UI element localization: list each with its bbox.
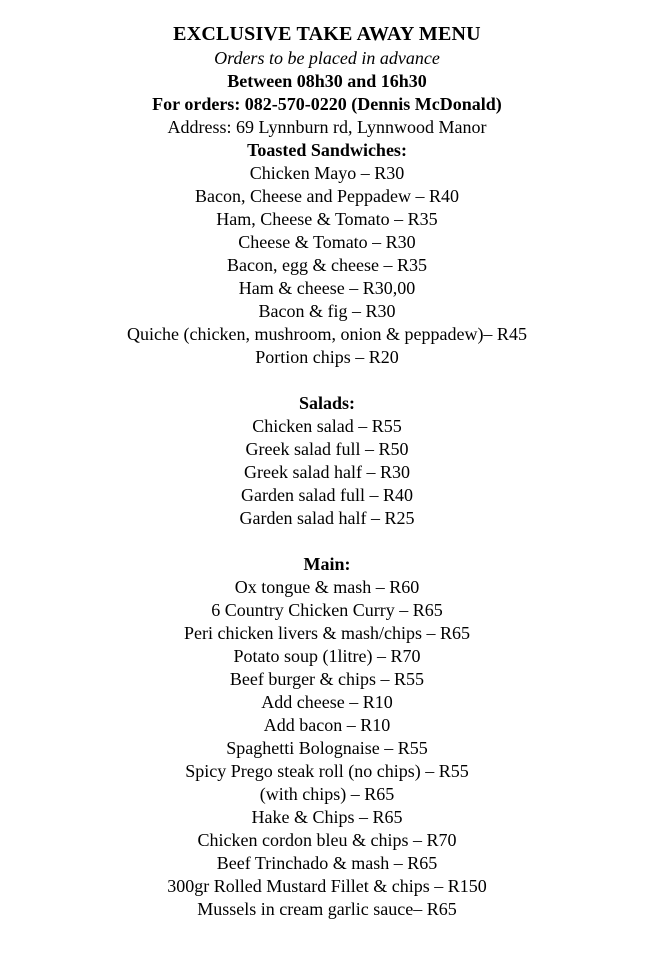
menu-item: Spicy Prego steak roll (no chips) – R55 bbox=[185, 761, 469, 781]
menu-subtitle: Orders to be placed in advance bbox=[214, 48, 440, 68]
menu-title: EXCLUSIVE TAKE AWAY MENU bbox=[173, 23, 481, 45]
menu-item: Beef burger & chips – R55 bbox=[229, 669, 425, 689]
menu-item: Portion chips – R20 bbox=[255, 347, 399, 367]
menu-item: Cheese & Tomato – R30 bbox=[238, 232, 416, 252]
main-list bbox=[0, 576, 654, 921]
menu-item: Spaghetti Bolognaise – R55 bbox=[226, 738, 428, 758]
menu-item: Garden salad half – R25 bbox=[239, 508, 415, 528]
menu-item: 6 Country Chicken Curry – R65 bbox=[211, 600, 443, 620]
menu-item: Chicken salad – R55 bbox=[252, 416, 402, 436]
menu-item: Bacon & fig – R30 bbox=[258, 301, 396, 321]
menu-item: Add cheese – R10 bbox=[261, 692, 393, 712]
menu-item: Peri chicken livers & mash/chips – R65 bbox=[184, 623, 470, 643]
menu-item: Add bacon – R10 bbox=[263, 715, 391, 735]
menu-item: Bacon, Cheese and Peppadew – R40 bbox=[195, 186, 459, 206]
address: Address: 69 Lynnburn rd, Lynnwood Manor bbox=[167, 117, 487, 137]
menu-item: Hake & Chips – R65 bbox=[251, 807, 403, 827]
menu-item: Potato soup (1litre) – R70 bbox=[233, 646, 421, 666]
menu-item: Mussels in cream garlic sauce– R65 bbox=[197, 899, 457, 919]
menu-item: Greek salad full – R50 bbox=[245, 439, 409, 459]
menu-item: Greek salad half – R30 bbox=[244, 462, 410, 482]
menu-item: Chicken cordon bleu & chips – R70 bbox=[197, 830, 457, 850]
menu-item: Garden salad full – R40 bbox=[241, 485, 413, 505]
menu-item: Ham & cheese – R30,00 bbox=[238, 278, 416, 298]
menu-item: Bacon, egg & cheese – R35 bbox=[227, 255, 427, 275]
section-heading-main: Main: bbox=[303, 554, 351, 574]
opening-hours: Between 08h30 and 16h30 bbox=[227, 71, 427, 91]
menu-item: Quiche (chicken, mushroom, onion & peppadew)– R45 bbox=[127, 324, 527, 344]
toasted-sandwiches-list bbox=[0, 162, 654, 369]
section-heading-salads: Salads: bbox=[298, 393, 356, 413]
section-heading-toasted-sandwiches: Toasted Sandwiches: bbox=[247, 140, 407, 160]
section-spacer bbox=[0, 530, 654, 553]
menu-item: (with chips) – R65 bbox=[259, 784, 395, 804]
menu-item: Beef Trinchado & mash – R65 bbox=[216, 853, 438, 873]
menu-item: Chicken Mayo – R30 bbox=[249, 163, 405, 183]
menu-item: Ox tongue & mash – R60 bbox=[234, 577, 420, 597]
section-spacer bbox=[0, 369, 654, 392]
salads-list bbox=[0, 415, 654, 530]
order-contact: For orders: 082-570-0220 (Dennis McDonald) bbox=[152, 94, 502, 114]
menu-item: 300gr Rolled Mustard Fillet & chips – R150 bbox=[167, 876, 487, 896]
menu-item: Ham, Cheese & Tomato – R35 bbox=[216, 209, 438, 229]
